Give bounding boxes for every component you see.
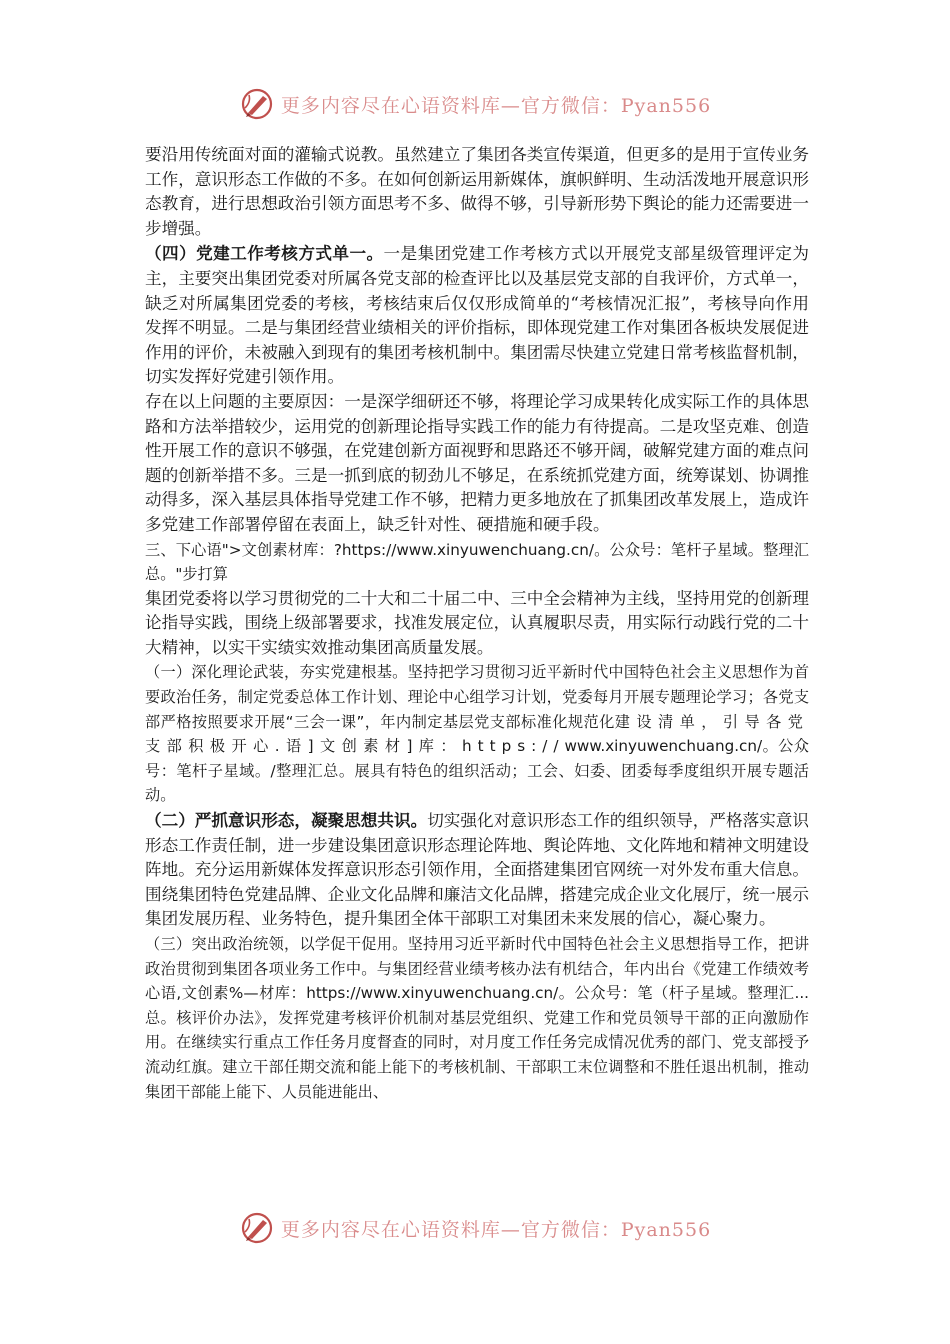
section-heading-2: （二）严抓意识形态，凝聚思想共识。 bbox=[145, 810, 428, 831]
paragraph-7-body: 切实强化对意识形态工作的组织领导，严格落实意识形态工作责任制，进一步建设集团意识形态理论阵地、舆论阵地、文化阵地和精神文明建设阵地。充分运用新媒体发挥意识形态引领作用，全面搭建集团官网统一对外发布重大信息。围绕集团特色党建品牌、企业文化品牌和廉洁文化品牌，搭建完成企业文化展厅，统一展示集团发展历程、业务特色，提升集团全体干部职工对集团未来发展的信心，凝心聚力。 bbox=[145, 811, 809, 929]
paragraph-6-part-c: www.xinyuwenchuang.cn/。公众号：笔杆子星域。/整理汇总。展具有特色的组织活动；工会、妇委、团委每季度组织开展专题活动。 bbox=[145, 737, 809, 805]
paragraph-6-part-a: （一）深化理论武装，夯实党建根基。坚持把学习贯彻习近平新时代中国特色社会主义思想作为首要政治任务，制定党委总体工作计划、理论中心组学习计划，党委每月开展专题理论学习；各党支部严格按照要求开展“三会一课”，年内制定基层党支部标准化规范化 bbox=[145, 663, 809, 731]
pen-logo-icon bbox=[239, 1210, 275, 1246]
section-heading-4: （四）党建工作考核方式单一。 bbox=[145, 243, 384, 264]
paragraph-2 bbox=[145, 241, 809, 390]
pen-logo-icon bbox=[239, 86, 275, 122]
document-body bbox=[145, 143, 809, 1104]
footer-watermark bbox=[0, 1208, 950, 1248]
watermark-text: 更多内容尽在心语资料库—官方微信：Pyan556 bbox=[280, 94, 712, 117]
paragraph-2-body: 一是集团党建工作考核方式以开展党支部星级管理评定为主，主要突出集团党委对所属各党支部的检查评比以及基层党支部的自我评价，方式单一，缺乏对所属集团党委的考核，考核结束后仅仅形成简单的“考核情况汇报”，考核导向作用发挥不明显。二是与集团经营业绩相关的评价指标，即体现党建工作对集团各板块发展促进作用的评价，未被融入到现有的集团考核机制中。集团需尽快建立党建日常考核监督机制，切实发挥好党建引领作用。 bbox=[145, 244, 810, 387]
paragraph-6-part-b: 建设清单，引导各党支部积极开心.语]文创素材]库：https:// bbox=[145, 712, 809, 756]
paragraph-3: 存在以上问题的主要原因：一是深学细研还不够，将理论学习成果转化成实际工作的具体思路和方法举措较少，运用党的创新理论指导实践工作的能力有待提高。二是攻坚克难、创造性开展工作的意识不够强，在党建创新方面视野和思路还不够开阔，破解党建方面的难点问题的创新举措不多。三是一抓到底的韧劲儿不够足，在系统抓党建方面，统筹谋划、协调推动得多，深入基层具体指导党建工作不够，把精力更多地放在了抓集团改革发展上，造成许多党建工作部署停留在表面上，缺乏针对性、硬措施和硬手段。 bbox=[145, 391, 809, 534]
paragraph-8: （三）突出政治统领，以学促干促用。坚持用习近平新时代中国特色社会主义思想指导工作，把讲政治贯彻到集团各项业务工作中。与集团经营业绩考核办法有机结合，年内出台《党建工作绩效考心语,文创素%—材库：https://www.xinyuwenchuang.cn/。公众号：笔（杆子星域。整理汇...总。核评价办法》，发挥党建考核评价机制对基层党组织、党建工作和党员领导干部的正向激励作用。在继续实行重点工作任务月度督查的同时，对月度工作任务完成情况优秀的部门、党支部授予流动红旗。建立干部任期交流和能上能下的考核机制、干部职工末位调整和不胜任退出机制，推动集团干部能上能下、人员能进能出、 bbox=[145, 935, 809, 1101]
watermark-text: 更多内容尽在心语资料库—官方微信：Pyan556 bbox=[280, 1218, 712, 1241]
paragraph-7 bbox=[145, 808, 809, 932]
section-heading-3: 三、下心语">文创素材库：?https://www.xinyuwenchuang.cn/。公众号：笔杆子星域。整理汇总。"步打算 bbox=[145, 540, 809, 584]
header-watermark bbox=[0, 84, 950, 124]
paragraph-1: 要沿用传统面对面的灌输式说教。虽然建立了集团各类宣传渠道，但更多的是用于宣传业务工作，意识形态工作做的不多。在如何创新运用新媒体，旗帜鲜明、生动活泼地开展意识形态教育，进行思想政治引领方面思考不多、做得不够，引导新形势下舆论的能力还需要进一步增强。 bbox=[145, 145, 809, 238]
paragraph-6 bbox=[145, 660, 809, 808]
paragraph-5: 集团党委将以学习贯彻党的二十大和二十届二中、三中全会精神为主线，坚持用党的创新理论指导实践，围绕上级部署要求，找准发展定位，认真履职尽责，用实际行动践行党的二十大精神，以实干实绩实效推动集团高质量发展。 bbox=[145, 588, 809, 657]
